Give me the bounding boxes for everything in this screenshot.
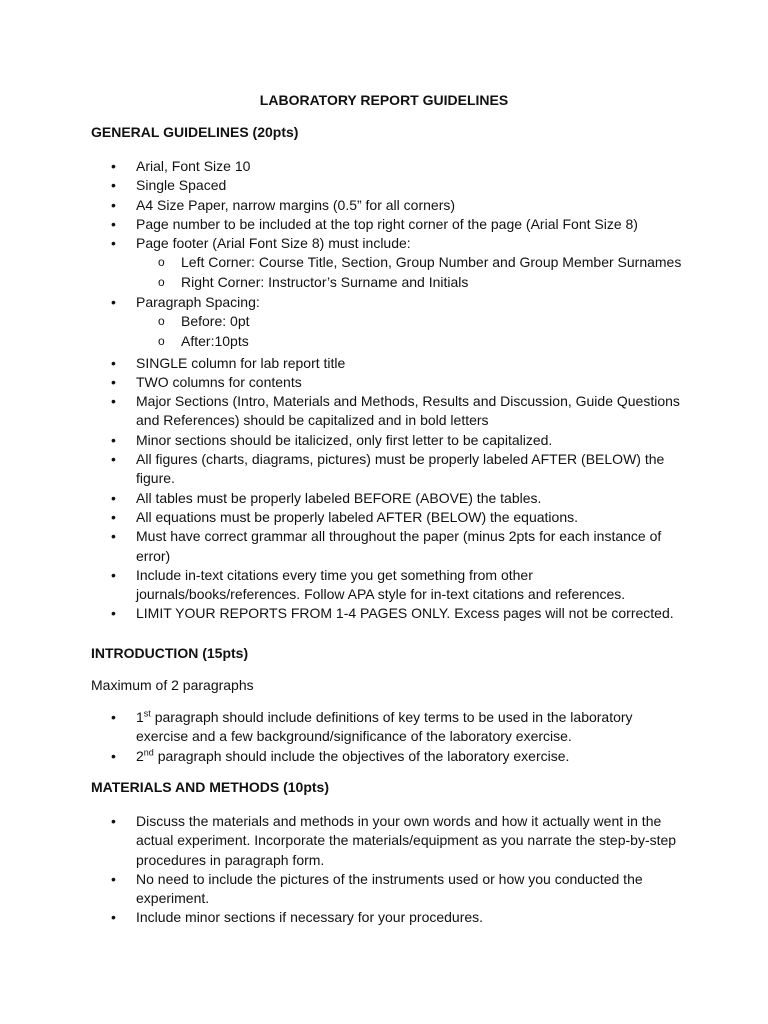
list-item: • Must have correct grammar all throughout the paper (minus 2pts for each instance of error) (111, 528, 662, 564)
list-item: • No need to include the pictures of the instruments used or how you conducted the experiment. (111, 870, 643, 907)
list-item: • Single Spaced (0, 176, 768, 195)
bullet-icon: • (111, 158, 116, 174)
bullet-icon: • (111, 196, 116, 213)
sub-list-item: o Left Corner: Course Title, Section, Group Number and Group Member Surnames (136, 253, 688, 273)
bullet-icon: • (111, 373, 116, 390)
list-item: • Page footer (Arial Font Size 8) must include: o Left Corner: Course Title, Section, Group Number and Group Member Surnames o Right Corner: Instructor’s Surname and Initials (0, 234, 768, 293)
bullet-icon: • (111, 909, 116, 926)
list-item: • All equations must be properly labeled AFTER (BELOW) the equations. (0, 508, 768, 527)
bullet-icon: • (111, 528, 116, 545)
list-item: • TWO columns for contents (0, 373, 768, 392)
bullet-icon: • (111, 870, 116, 887)
bullet-icon: • (111, 215, 116, 232)
list-item: • 1st paragraph should include definitions of key terms to be used in the laboratory exercise and a few background/significance of the laboratory exercise. (111, 708, 633, 745)
bullet-icon: • (111, 605, 116, 622)
bullet-icon: • (111, 431, 116, 448)
list-item: • 2nd paragraph should include the objectives of the laboratory exercise. (0, 747, 768, 766)
list-item: • A4 Size Paper, narrow margins (0.5” for all corners) (0, 196, 768, 215)
bullet-icon: • (111, 709, 116, 725)
list-item: • Minor sections should be italicized, only first letter to be capitalized. (0, 431, 768, 450)
list-item: • Include minor sections if necessary for your procedures. (0, 908, 768, 927)
list-item: • All tables must be properly labeled BEFORE (ABOVE) the tables. (0, 489, 768, 508)
list-item: • Arial, Font Size 10 (0, 157, 768, 176)
list-item: • Page number to be included at the top right corner of the page (Arial Font Size 8) (0, 215, 768, 234)
document-title: LABORATORY REPORT GUIDELINES (259, 92, 509, 108)
bullet-icon: • (111, 235, 116, 252)
list-item: • Major Sections (Intro, Materials and Methods, Results and Discussion, Guide Questions and References) should be capitalized and in bold letters (111, 393, 680, 429)
spacing-sub-list (136, 312, 688, 351)
bullet-icon: • (111, 354, 116, 371)
footer-sub-list (136, 253, 688, 292)
sub-list-item: o Before: 0pt (136, 312, 688, 332)
general-guidelines-heading: GENERAL GUIDELINES (20pts) (91, 124, 299, 140)
circle-bullet-icon: o (158, 314, 165, 329)
bullet-icon: • (111, 293, 116, 310)
bullet-icon: • (111, 747, 116, 764)
materials-methods-heading: MATERIALS AND METHODS (10pts) (91, 779, 329, 795)
circle-bullet-icon: o (158, 333, 165, 348)
circle-bullet-icon: o (158, 275, 165, 290)
bullet-icon: • (111, 489, 116, 506)
general-guidelines-list (0, 157, 768, 624)
list-item: • SINGLE column for lab report title (0, 354, 768, 373)
introduction-list (0, 708, 768, 766)
list-item: • Discuss the materials and methods in your own words and how it actually went in the actual experiment. Incorporate the materials/equipment as you narrate the step-by-step procedures in paragraph form. (111, 813, 677, 868)
list-item: • Include in-text citations every time you get something from other journals/books/references. Follow APA style for in-text citations and references. (111, 566, 626, 603)
bullet-icon: • (111, 508, 116, 525)
bullet-icon: • (111, 177, 116, 194)
sub-list-item: o Right Corner: Instructor’s Surname and Initials (136, 273, 688, 293)
materials-methods-list (0, 812, 768, 928)
list-item: • Paragraph Spacing: o Before: 0pt o After:10pts (0, 293, 768, 352)
introduction-heading: INTRODUCTION (15pts) (91, 645, 249, 661)
bullet-icon: • (111, 451, 116, 468)
circle-bullet-icon: o (158, 255, 165, 270)
introduction-note: Maximum of 2 paragraphs (91, 677, 254, 693)
bullet-icon: • (111, 566, 116, 583)
sub-list-item: o After:10pts (136, 332, 688, 352)
list-item: • LIMIT YOUR REPORTS FROM 1-4 PAGES ONLY. Excess pages will not be corrected. (0, 604, 768, 623)
bullet-icon: • (111, 393, 116, 410)
list-item: • All figures (charts, diagrams, pictures) must be properly labeled AFTER (BELOW) the figure. (111, 451, 665, 487)
bullet-icon: • (111, 813, 116, 829)
